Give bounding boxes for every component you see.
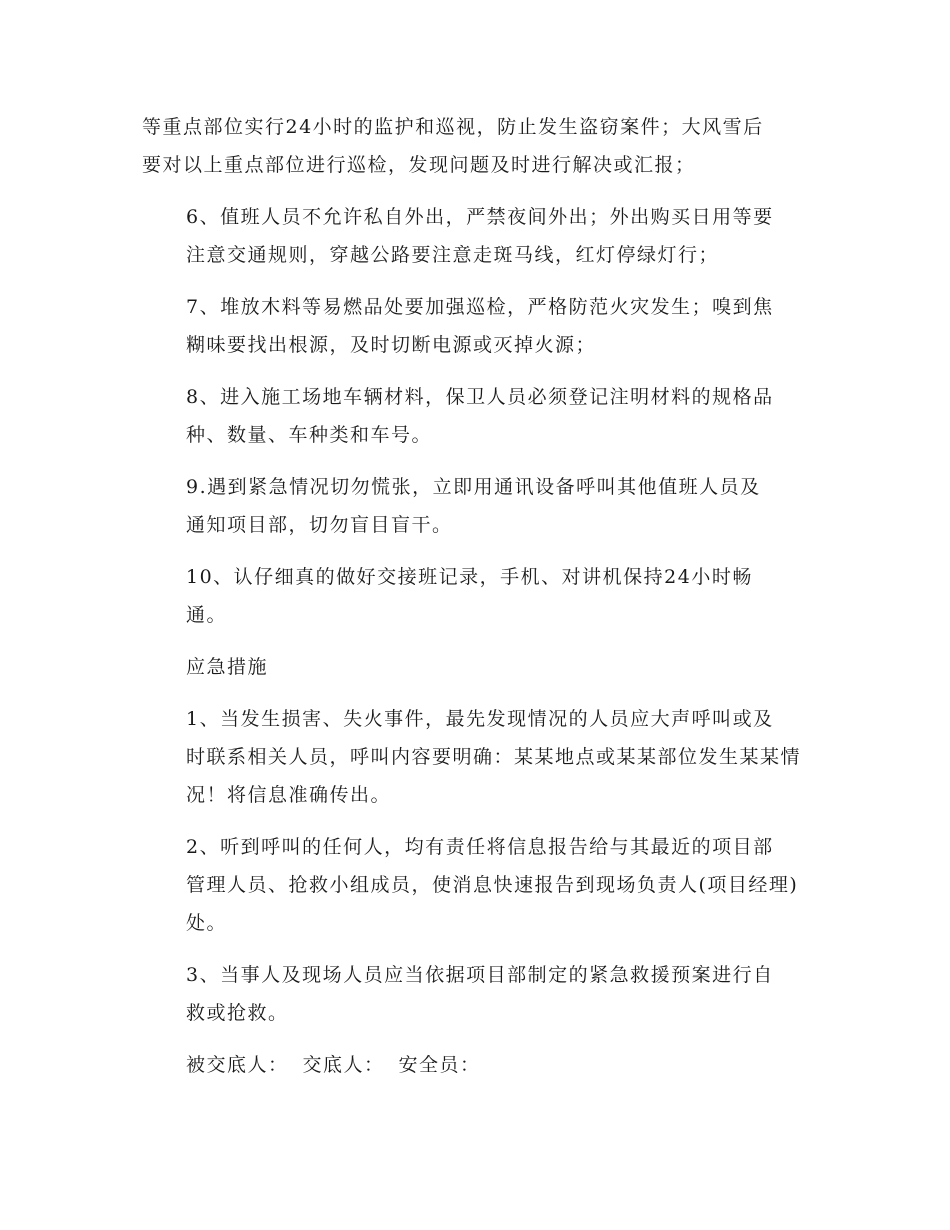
paragraph-emergency-1 <box>142 700 810 814</box>
text-line: 1、当发生损害、失火事件，最先发现情况的人员应大声呼叫或及 <box>186 708 774 730</box>
text-line: 糊味要找出根源，及时切断电源或灭掉火源； <box>186 334 597 356</box>
paragraph-item-8 <box>142 378 810 454</box>
text-line: 通知项目部，切勿盲目盲干。 <box>186 514 453 536</box>
text-line: 8、进入施工场地车辆材料，保卫人员必须登记注明材料的规格品 <box>186 386 774 408</box>
signature-safety-officer-label: 安全员： <box>398 1054 481 1076</box>
text-line: 9.遇到紧急情况切勿慌张，立即用通讯设备呼叫其他值班人员及 <box>186 476 761 498</box>
paragraph-item-10 <box>142 558 810 634</box>
text-line: 注意交通规则，穿越公路要注意走斑马线，红灯停绿灯行； <box>186 244 720 266</box>
text-line: 处。 <box>186 912 228 934</box>
text-line: 通。 <box>186 604 228 626</box>
paragraph-emergency-3 <box>142 956 810 1032</box>
paragraph-item-6 <box>142 198 810 274</box>
text-line: 7、堆放木料等易燃品处要加强巡检，严格防范火灾发生；嗅到焦 <box>186 296 774 318</box>
text-line: 应急措施 <box>186 656 269 678</box>
document-body <box>142 108 810 1084</box>
text-line: 况！将信息准确传出。 <box>186 784 392 806</box>
text-line: 种、数量、车种类和车号。 <box>186 424 433 446</box>
signature-recipient-label: 被交底人： <box>186 1054 289 1076</box>
section-heading-emergency-measures <box>142 648 810 686</box>
text-line: 等重点部位实行24小时的监护和巡视，防止发生盗窃案件；大风雪后 <box>142 116 764 138</box>
text-line: 2、听到呼叫的任何人，均有责任将信息报告给与其最近的项目部 <box>186 836 774 858</box>
text-line: 救或抢救。 <box>186 1002 289 1024</box>
paragraph-item-9 <box>142 468 810 544</box>
text-line: 时联系相关人员，呼叫内容要明确：某某地点或某某部位发生某某情 <box>186 746 802 768</box>
text-line: 10、认仔细真的做好交接班记录，手机、对讲机保持24小时畅 <box>186 566 753 588</box>
text-line: 6、值班人员不允许私自外出，严禁夜间外出；外出购买日用等要 <box>186 206 774 228</box>
paragraph-item-7 <box>142 288 810 364</box>
text-line: 要对以上重点部位进行巡检，发现问题及时进行解决或汇报； <box>142 154 696 176</box>
paragraph-guard-key-areas <box>142 108 810 184</box>
text-line: 管理人员、抢救小组成员，使消息快速报告到现场负责人(项目经理) <box>186 874 799 896</box>
text-line: 3、当事人及现场人员应当依据项目部制定的紧急救援预案进行自 <box>186 964 774 986</box>
signature-discloser-label: 交底人： <box>302 1054 385 1076</box>
paragraph-emergency-2 <box>142 828 810 942</box>
signature-line <box>142 1046 810 1084</box>
